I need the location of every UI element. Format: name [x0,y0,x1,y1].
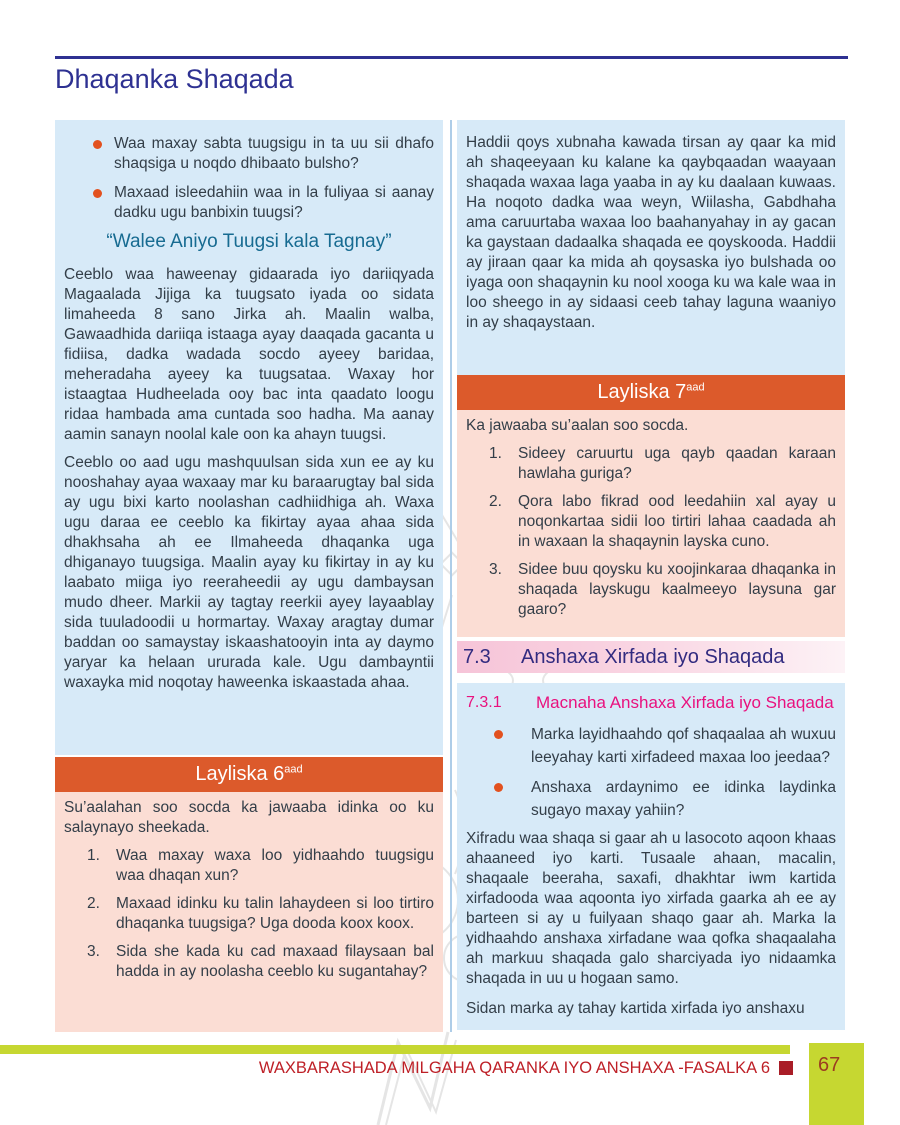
left-intro-box [55,120,443,755]
exercise-intro: Su’aalahan soo socda ka jawaaba idinka oo ku salaynayo sheekada. [64,799,434,836]
question-item [466,492,836,552]
subsection-box [457,683,845,1030]
question-text: Sida she kada ku cad maxaad filaysaan bal hadda in ay noolasha ceeblo ku sugantahay? [116,943,434,980]
question-number: 1. [87,847,100,864]
bullet-icon [494,730,503,739]
section-title: Anshaxa Xirfada iyo Shaqada [521,645,785,668]
bullet-icon [494,783,503,792]
question-item [466,444,836,484]
column-divider [450,120,452,1032]
exercise-6-box [55,792,443,1032]
right-top-box [457,120,845,375]
question-number: 2. [489,493,502,510]
section-heading [457,641,845,673]
exercise-7-box [457,410,845,637]
subsection-number: 7.3.1 [466,694,502,711]
subsection-bullet [466,776,836,822]
exercise-7-header [457,375,845,410]
story-paragraph: Ceeblo oo aad ugu mashquulsan sida xun ee ay ku nooshahay ayaa waxaay mar ku baraarugtay bal sida ay ugu bixi karto noolashan cadhiidhiga ah. Waxa ugu daraa ee ceeblo ka fikirtay ayaa ahaa sida dhakhsaha ah ee Ilmaheeda dhaqanka uga dhiganayo tuugsiga. Maalin ayay ku fikirtay in ay ku laabato miiga iyo reeraheedii ay ugu dambaysan mudo dheer. Markii ay tagtay reerkii ayey layaablay sida tuuladoodii u hormartay. Waxay aragtay dumar baddan oo samaystay iskaashatooyin inta ay daymo yaryar ka helaan ururada kale. Ugu dambayntii waxayka mid noqotay haweenka iskaastada ahaa. [64,454,434,691]
question-item [64,846,434,886]
exercise-title-sup: aad [284,763,303,776]
question-number: 1. [489,445,502,462]
exercise-title-sup: aad [686,381,705,394]
story-paragraph: Ceeblo waa haweenay gidaarada iyo dariiqyada Magaalada Jijiga ka tuugsato iyada oo sidata limaheeda 8 sano Jirka ah. Maalin walba, Gawaadhida dariiqa istaaga ayay daaqada gacanta u fidiisa, dadka wadada socdo ayeey baridaa, meheradaha ayeey ka tuugsataa. Waxay hor istaagtaa Hudheelada ooy bac inta qaadato loogu ridaa hambada ama cuntada soo hadha. Ma aanay aamin sanayn noolal kale oon ka ahayn tuugsi. [64,266,434,443]
bullet-icon [93,140,102,149]
exercise-title: Layliska 7 [597,381,687,403]
page-number: 67 [818,1054,841,1076]
question-number: 3. [489,561,502,578]
question-number: 2. [87,895,100,912]
question-item [64,894,434,934]
exercise-intro: Ka jawaaba su’aalan soo socda. [466,417,689,434]
question-item [466,560,836,620]
bullet-icon [93,189,102,198]
subsection-bullet [466,723,836,769]
title-rule [55,56,848,59]
footer-square-icon [779,1061,793,1075]
intro-bullet-text: Maxaad isleedahiin waa in la fuliyaa si aanay dadku ugu banbixin tuugsi? [114,184,434,221]
page-number-bar [809,1043,864,1125]
subsection-bullet-text: Marka layidhaahdo qof shaqaalaa ah wuxuu leeyahay karti xirfadeed maxaa loo jeedaa? [531,726,836,766]
subsection-heading [466,693,836,714]
question-text: Sidee buu qoysku ku xoojinkaraa dhaqanka in shaqada layskugu kaalmeeyo laysuna gar gaaro? [518,561,836,618]
subsection-bullet-text: Anshaxa ardaynimo ee idinka laydinka sugayo maxay yahiin? [531,779,836,819]
intro-bullet [64,183,434,223]
question-text: Maxaad idinku ku talin lahaydeen si loo tirtiro dhaqanka tuugsiga? Uga dooda koox koox. [116,895,434,932]
question-number: 3. [87,943,100,960]
intro-bullet [64,134,434,174]
question-item [64,942,434,982]
quote-heading: “Walee Aniyo Tuugsi kala Tagnay” [106,231,392,252]
section-number: 7.3 [463,645,491,668]
footer-bar [0,1045,790,1054]
footer-text: WAXBARASHADA MILGAHA QARANKA IYO ANSHAXA -FASALKA 6 [258,1059,770,1077]
content-paragraph: Xifradu waa shaqa si gaar ah u lasocoto aqoon khaas ahaaneed iyo karti. Tusaale ahaan, macalin, shaqaale beeraha, saxafi, dhakhtar iwm kartida xirfadooda waa aqoonta iyo xirfada gaarka ah ee ay barteen si ay u fuilyaan shaqo gaar ah. Marka la yidhaahdo anshaxa xirfadane waa qofka shaqaalaha ah markuu shaqada galo sharciyada iyo nidaamka shaqada in uu u hogaan samo. [466,830,836,987]
subsection-title: Macnaha Anshaxa Xirfada iyo Shaqada [536,693,834,712]
question-text: Sideey caruurtu uga qayb qaadan karaan hawlaha guriga? [518,445,836,482]
page-title: Dhaqanka Shaqada [55,64,294,94]
exercise-6-header [55,757,443,792]
content-paragraph: Haddii qoys xubnaha kawada tirsan ay qaar ka mid ah shaqeeyaan ku kalane ka qaybqaadan waayaan shaqada waxaa laga yaaba in ay ku daalaan kuwaas. Ha noqoto dadka waa weyn, Wiilasha, Gabdhaha ama caruurtaba waxaa loo baahanyahay in ay gacan ka gaystaan dadaalka shaqada ee qoyskooda. Haddii ay jiraan qaar ka mida ah qoysaska iyo bulshada oo iyaga oon shaqaynin ku nool xooga ku wa kale waa in loo sheego in ay sidaasi ceeb tahay laguna waaniyo in ay shaqaystaan. [466,134,836,331]
question-text: Waa maxay waxa loo yidhaahdo tuugsigu waa dhaqan xun? [116,847,434,884]
content-paragraph: Sidan marka ay tahay kartida xirfada iyo anshaxu [466,1000,805,1017]
exercise-title: Layliska 6 [195,763,285,785]
question-text: Qora labo fikrad ood leedahiin xal ayay u noqonkartaa sidii loo tirtiri lahaa caadada ah in waxaan la shaqaynin layska cuno. [518,493,836,550]
intro-bullet-text: Waa maxay sabta tuugsigu in ta uu sii dhafo shaqsiga u noqdo dhibaato bulsho? [114,135,434,172]
